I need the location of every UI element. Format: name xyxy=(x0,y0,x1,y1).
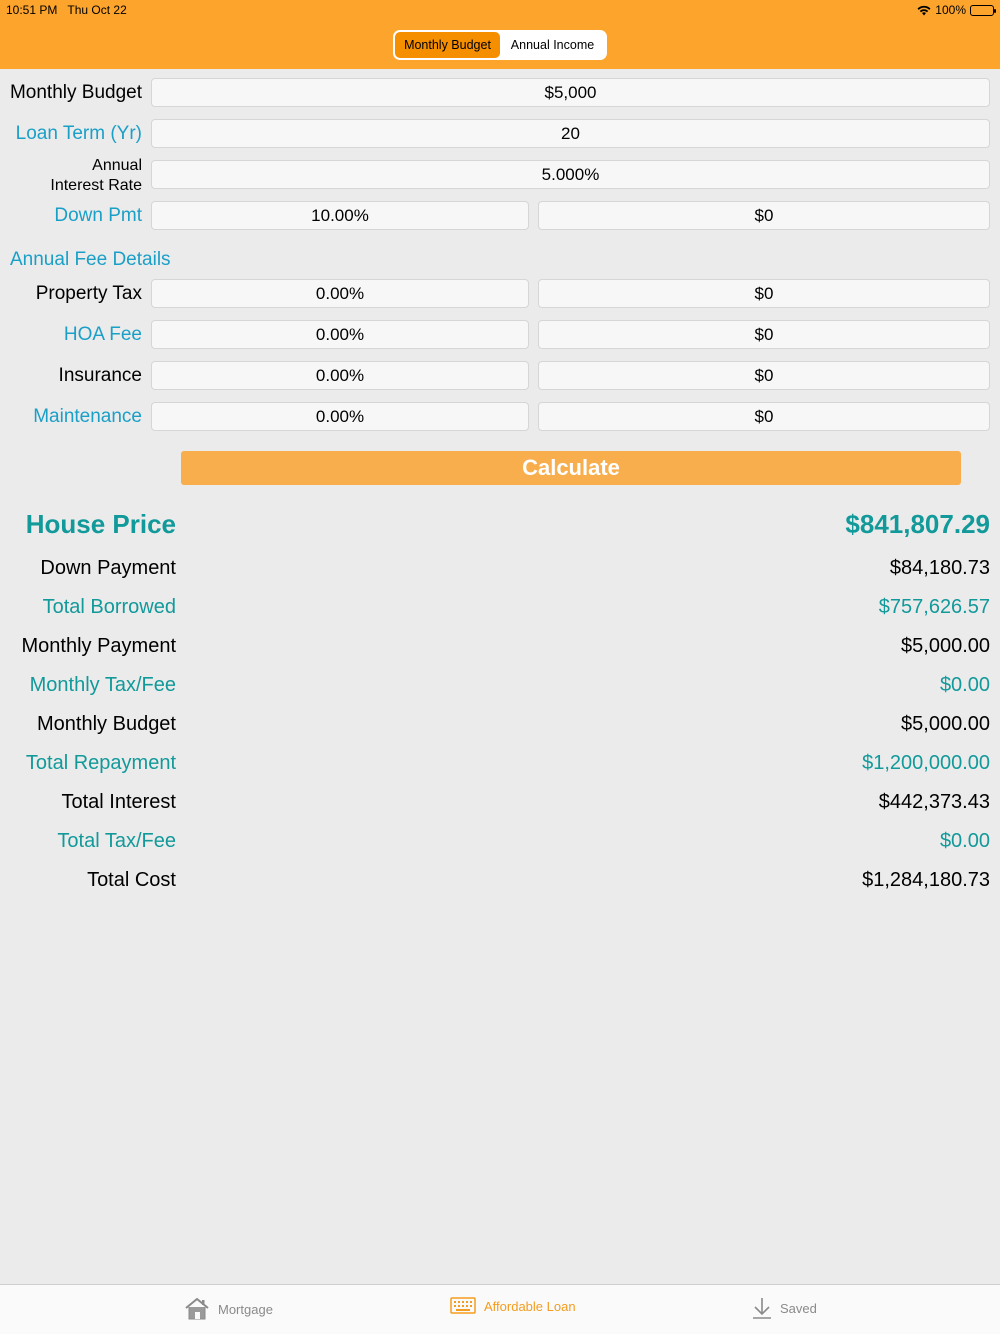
status-time xyxy=(6,3,127,17)
down-pmt-amount-field[interactable]: $0 xyxy=(538,201,990,230)
monthly-budget-result-value: $5,000.00 xyxy=(901,713,990,735)
interest-rate-field[interactable]: 5.000% xyxy=(151,160,990,189)
tab-saved[interactable] xyxy=(752,1297,817,1319)
tab-bar xyxy=(0,1284,1000,1334)
monthly-budget-label: Monthly Budget xyxy=(9,82,142,103)
total-taxfee-value: $0.00 xyxy=(939,830,990,852)
maintenance-percent-field[interactable]: 0.00% xyxy=(151,402,529,431)
down-pmt-percent-field[interactable]: 10.00% xyxy=(151,201,529,230)
monthly-taxfee-label: Monthly Tax/Fee xyxy=(29,674,176,696)
house-price-label: House Price xyxy=(25,509,176,539)
house-icon xyxy=(184,1297,210,1321)
status-right xyxy=(917,3,994,17)
monthly-payment-label: Monthly Payment xyxy=(21,635,176,657)
download-icon xyxy=(752,1297,772,1319)
monthly-taxfee-value: $0.00 xyxy=(939,674,990,696)
total-repayment-value: $1,200,000.00 xyxy=(862,752,990,774)
wifi-icon xyxy=(917,5,931,16)
down-pmt-label: Down Pmt xyxy=(54,205,142,226)
maintenance-amount-field[interactable]: $0 xyxy=(538,402,990,431)
insurance-label: Insurance xyxy=(58,365,142,386)
property-tax-percent-field[interactable]: 0.00% xyxy=(151,279,529,308)
total-taxfee-label: Total Tax/Fee xyxy=(57,830,176,852)
total-borrowed-label: Total Borrowed xyxy=(42,596,176,618)
down-payment-value: $84,180.73 xyxy=(889,557,990,579)
tab-affordable-loan[interactable] xyxy=(450,1297,576,1315)
hoa-fee-label: HOA Fee xyxy=(63,324,142,345)
property-tax-label: Property Tax xyxy=(35,283,142,304)
tab-saved-label: Saved xyxy=(780,1300,817,1316)
hoa-fee-amount-field[interactable]: $0 xyxy=(538,320,990,349)
segment-annual-income[interactable]: Annual Income xyxy=(510,38,595,52)
total-repayment-label: Total Repayment xyxy=(25,752,176,774)
insurance-percent-field[interactable]: 0.00% xyxy=(151,361,529,390)
tab-affordable-loan-label: Affordable Loan xyxy=(484,1298,576,1314)
property-tax-amount-field[interactable]: $0 xyxy=(538,279,990,308)
monthly-payment-value: $5,000.00 xyxy=(901,635,990,657)
total-interest-value: $442,373.43 xyxy=(878,791,990,813)
header-bar xyxy=(0,0,1000,69)
hoa-fee-percent-field[interactable]: 0.00% xyxy=(151,320,529,349)
interest-rate-label xyxy=(0,156,142,196)
tab-mortgage[interactable] xyxy=(184,1297,273,1321)
total-cost-label: Total Cost xyxy=(87,869,176,891)
keyboard-icon xyxy=(450,1297,476,1315)
battery-percent: 100% xyxy=(935,3,966,17)
battery-icon xyxy=(970,5,994,16)
total-borrowed-value: $757,626.57 xyxy=(878,596,990,618)
calculate-button[interactable]: Calculate xyxy=(181,451,961,485)
maintenance-label: Maintenance xyxy=(33,406,142,427)
clock: 10:51 PM xyxy=(6,3,58,17)
loan-term-field[interactable]: 20 xyxy=(151,119,990,148)
interest-label-line2: Interest Rate xyxy=(50,177,142,194)
monthly-budget-field[interactable]: $5,000 xyxy=(151,78,990,107)
annual-fee-details-title: Annual Fee Details xyxy=(10,249,171,270)
total-cost-value: $1,284,180.73 xyxy=(862,869,990,891)
tab-mortgage-label: Mortgage xyxy=(218,1301,273,1317)
monthly-budget-result-label: Monthly Budget xyxy=(37,713,176,735)
house-price-value: $841,807.29 xyxy=(845,509,990,539)
segment-monthly-budget[interactable]: Monthly Budget xyxy=(395,32,500,58)
date: Thu Oct 22 xyxy=(67,3,127,17)
mode-segmented-control xyxy=(393,30,607,60)
total-interest-label: Total Interest xyxy=(61,791,176,813)
down-payment-label: Down Payment xyxy=(40,557,176,579)
insurance-amount-field[interactable]: $0 xyxy=(538,361,990,390)
loan-term-label: Loan Term (Yr) xyxy=(15,123,142,144)
interest-label-line1: Annual xyxy=(92,157,142,174)
